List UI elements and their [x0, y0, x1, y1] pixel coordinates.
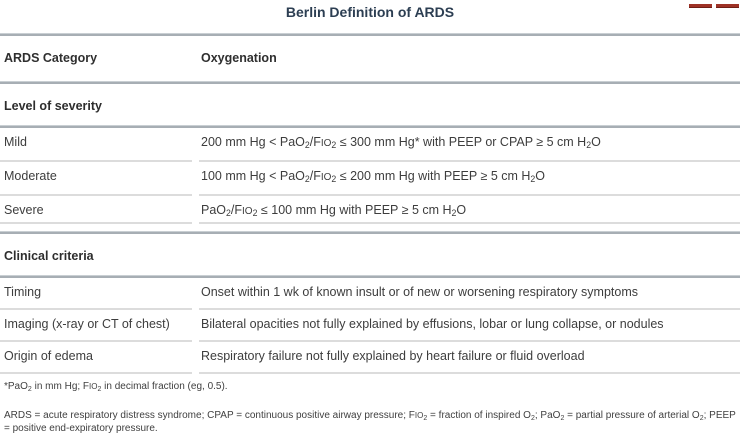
- column-header-row: [0, 36, 740, 81]
- table-row: [0, 196, 740, 224]
- column-gap: [192, 162, 199, 196]
- oxygenation-cell: Onset within 1 wk of known insult or of new or worsening respiratory symptoms: [199, 278, 740, 310]
- column-header-category: ARDS Category: [4, 51, 98, 65]
- footnotes: [0, 381, 740, 435]
- column-gap: [192, 36, 199, 81]
- oxygenation-cell: 100 mm $Hg < PaO_2/FIO_2 \le 200$ mm Hg with PEEP ≥ 5 cm $H_2O$: [199, 162, 740, 196]
- category-cell: Imaging (x-ray or CT of chest): [0, 310, 192, 342]
- oxygenation-cell: Respiratory failure not fully explained by heart failure or fluid overload: [199, 342, 740, 374]
- table-row: [0, 128, 740, 162]
- category-cell: Mild: [0, 128, 192, 162]
- column-gap: [192, 342, 199, 374]
- section-spacer: [0, 224, 740, 231]
- table-row: [0, 162, 740, 196]
- section-header-severity: Level of severity: [4, 99, 102, 113]
- category-cell: Origin of edema: [0, 342, 192, 374]
- footnote-asterisk: *PaO$_2$ in mm Hg; $FIO_2$ in decimal fraction (eg, 0.5).: [4, 381, 228, 393]
- oxygenation-cell: 200 mm $Hg < PaO_2/FIO_2 \le 300$ mm Hg* with PEEP or CPAP ≥ 5 cm $H_2O$: [199, 128, 740, 162]
- toolbar-partial-button-icon[interactable]: [716, 4, 739, 8]
- column-gap: [192, 310, 199, 342]
- oxygenation-cell: Bilateral opacities not fully explained by effusions, lobar or lung collapse, or nodules: [199, 310, 740, 342]
- category-cell: Moderate: [0, 162, 192, 196]
- footnote-abbreviations: ARDS = acute respiratory distress syndrome; CPAP = continuous positive airway pressure; $FIO_2$ = fraction of inspired $O_2$; PaO$_2$ = partial pressure of arterial $O_2$; PEEP = positive end-expiratory pressure.: [4, 410, 736, 434]
- oxygenation-cell: $PaO_2/FIO_2 \le 100$ mm Hg with PEEP ≥ 5 cm $H_2O$: [199, 196, 740, 224]
- page-title: Berlin Definition of ARDS: [285, 4, 455, 20]
- section-header-clinical: Clinical criteria: [4, 249, 94, 263]
- column-header-oxygenation: Oxygenation: [201, 51, 277, 65]
- table-row: [0, 310, 740, 342]
- ards-table-page: [0, 4, 740, 441]
- table-row: [0, 342, 740, 374]
- toolbar-partial-button-icon[interactable]: [689, 4, 712, 8]
- column-gap: [192, 196, 199, 224]
- category-cell: Severe: [0, 196, 192, 224]
- column-gap: [192, 128, 199, 162]
- category-cell: Timing: [0, 278, 192, 310]
- column-gap: [192, 278, 199, 310]
- table-row: [0, 278, 740, 310]
